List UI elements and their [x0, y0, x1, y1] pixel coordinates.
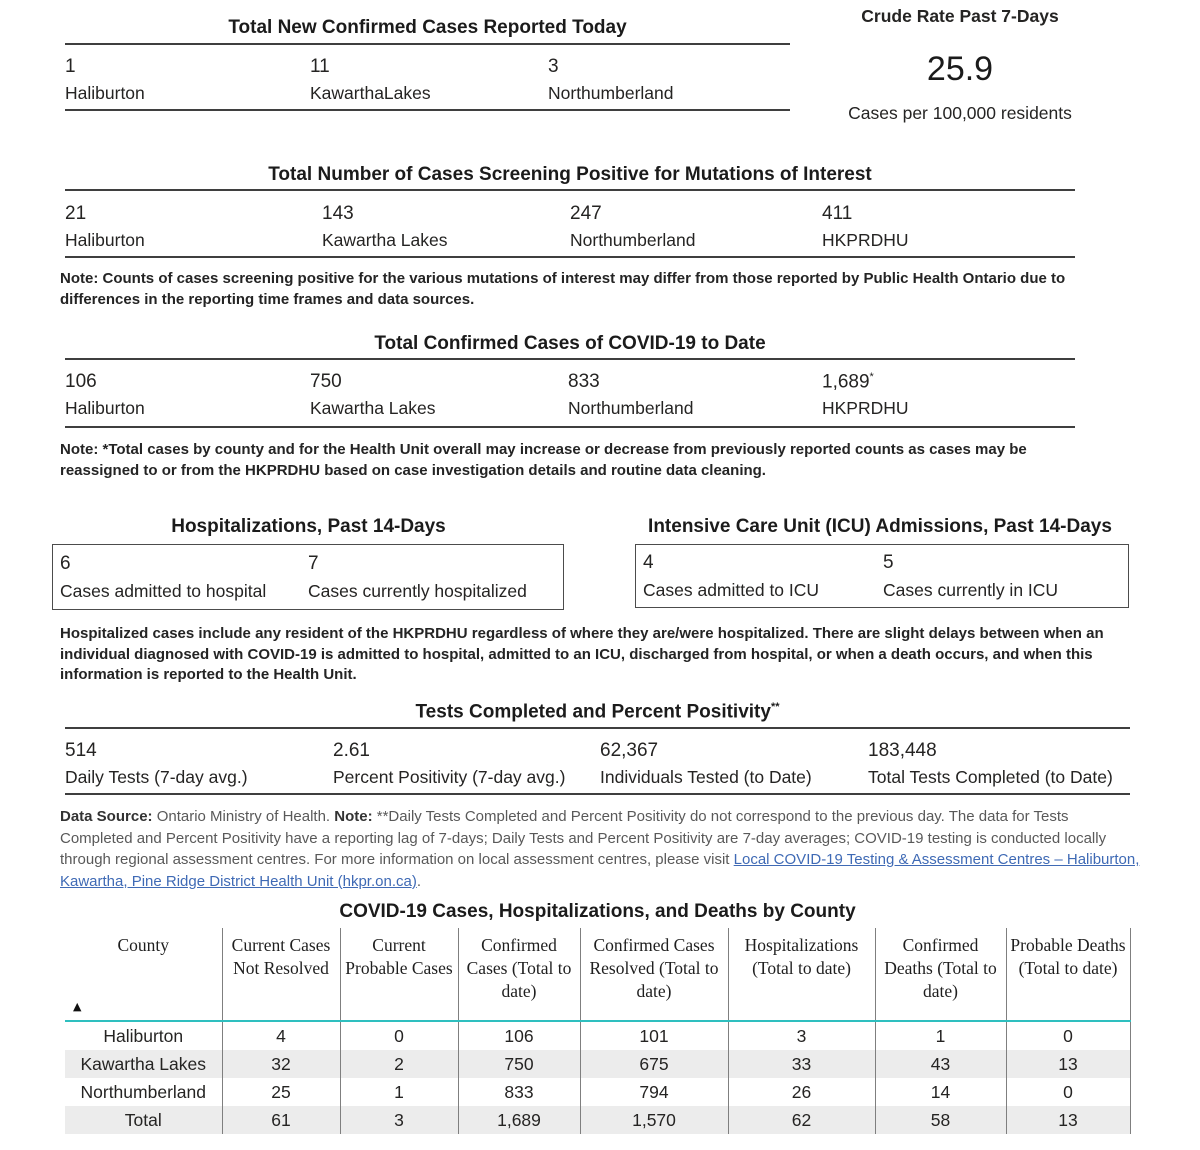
table-header-row: [65, 928, 1130, 1021]
cell-value: 13: [1006, 1106, 1130, 1134]
confirmed-value-haliburton: 106: [65, 371, 97, 392]
divider: [65, 109, 790, 111]
cell-value: 794: [580, 1078, 728, 1106]
column-header-confirmed-cases-total[interactable]: Confirmed Cases (Total to date): [458, 928, 580, 1021]
confirmed-value-hkprdhu: [822, 371, 874, 393]
data-source-label: Data Source:: [60, 808, 153, 825]
confirmed-label-kawartha: Kawartha Lakes: [310, 398, 436, 418]
cell-value: 2: [340, 1050, 458, 1078]
data-source-paragraph: [60, 806, 1145, 892]
mutations-label-northumberland: Northumberland: [570, 230, 696, 250]
cell-value: 1,689: [458, 1106, 580, 1134]
cell-value: 33: [728, 1050, 875, 1078]
cell-value: 101: [580, 1021, 728, 1050]
total-tests-label: Total Tests Completed (to Date): [868, 767, 1113, 787]
hosp-admitted-value: 6: [60, 553, 71, 574]
divider: [65, 426, 1075, 428]
sort-ascending-icon[interactable]: ▲: [73, 1000, 82, 1013]
icu-current-value: 5: [883, 552, 894, 573]
mutations-value-hkprdhu: 411: [822, 203, 853, 224]
table-row-total: [65, 1106, 1130, 1134]
new-cases-label-northumberland: Northumberland: [548, 83, 674, 103]
total-confirmed-note: Note: *Total cases by county and for the Health Unit overall may increase or decrease from previously reported counts as cases may be reassigned to or from the HKPRDHU based on case investigation details and routine data cleaning.: [60, 441, 1027, 479]
note-label: Note:: [334, 808, 373, 825]
cell-value: 13: [1006, 1050, 1130, 1078]
cell-value: 0: [1006, 1021, 1130, 1050]
divider: [65, 189, 1075, 191]
column-header-county[interactable]: [65, 928, 222, 1021]
hosp-current-value: 7: [308, 553, 319, 574]
column-header-current-probable-cases[interactable]: Current Probable Cases: [340, 928, 458, 1021]
cell-value: 0: [340, 1021, 458, 1050]
cell-value: 106: [458, 1021, 580, 1050]
mutations-title: Total Number of Cases Screening Positive for Mutations of Interest: [268, 164, 872, 185]
icu-admitted-label: Cases admitted to ICU: [643, 580, 820, 600]
divider: [65, 727, 1130, 729]
column-header-county-label: County: [117, 935, 170, 955]
divider: [65, 358, 1075, 360]
cell-value: 62: [728, 1106, 875, 1134]
hospitalizations-title: Hospitalizations, Past 14-Days: [171, 516, 446, 537]
column-header-hospitalizations-total[interactable]: Hospitalizations (Total to date): [728, 928, 875, 1021]
table-row-haliburton: [65, 1021, 1130, 1050]
data-source-text-1: Ontario Ministry of Health.: [152, 808, 335, 825]
percent-positivity-value: 2.61: [333, 740, 370, 761]
table-row-kawartha-lakes: [65, 1050, 1130, 1078]
cell-value: 675: [580, 1050, 728, 1078]
new-cases-value-northumberland: 3: [548, 56, 559, 77]
cell-county: Haliburton: [103, 1025, 184, 1046]
hospitalization-note: Hospitalized cases include any resident of the HKPRDHU regardless of where they are/were hospitalized. There are slight delays between when an individual diagnosed with COVID-19 is admitted to hospital, admitted to an ICU, discharged from hospital, or when a death occurs, and when this information is reported to the Health Unit.: [60, 625, 1104, 683]
individuals-tested-label: Individuals Tested (to Date): [600, 767, 812, 787]
new-cases-title: Total New Confirmed Cases Reported Today: [228, 17, 627, 38]
cell-value: 750: [458, 1050, 580, 1078]
icu-current-label: Cases currently in ICU: [883, 580, 1059, 600]
divider: [65, 43, 790, 45]
cell-value: 61: [222, 1106, 340, 1134]
divider: [65, 256, 1075, 258]
cell-value: 3: [728, 1021, 875, 1050]
cell-value: 25: [222, 1078, 340, 1106]
confirmed-value-kawartha: 750: [310, 371, 342, 392]
icu-admitted-value: 4: [643, 552, 654, 573]
confirmed-label-northumberland: Northumberland: [568, 398, 694, 418]
individuals-tested-value: 62,367: [600, 740, 659, 761]
tests-title: [65, 701, 1130, 723]
mutations-label-haliburton: Haliburton: [65, 230, 145, 250]
new-cases-label-kawartha: KawarthaLakes: [310, 83, 431, 103]
cell-value: 0: [1006, 1078, 1130, 1106]
column-header-current-cases-not-resolved[interactable]: Current Cases Not Resolved: [222, 928, 340, 1021]
divider: [65, 793, 1130, 795]
mutations-label-hkprdhu: HKPRDHU: [822, 230, 909, 250]
confirmed-label-hkprdhu: HKPRDHU: [822, 398, 909, 418]
cell-value: 833: [458, 1078, 580, 1106]
cell-value: 3: [340, 1106, 458, 1134]
total-tests-value: 183,448: [868, 740, 937, 761]
cell-value: 14: [875, 1078, 1006, 1106]
hosp-current-label: Cases currently hospitalized: [308, 581, 527, 601]
confirmed-value-northumberland: 833: [568, 371, 600, 392]
county-table-title: COVID-19 Cases, Hospitalizations, and Deaths by County: [339, 901, 856, 922]
icu-title: Intensive Care Unit (ICU) Admissions, Past 14-Days: [648, 516, 1112, 537]
cell-county: Total: [124, 1109, 162, 1130]
double-asterisk-superscript: **: [770, 701, 780, 713]
mutations-value-kawartha: 143: [322, 203, 354, 224]
data-source-text-3: .: [416, 872, 421, 890]
cell-value: 1: [340, 1078, 458, 1106]
column-header-confirmed-deaths[interactable]: Confirmed Deaths (Total to date): [875, 928, 1006, 1021]
confirmed-label-haliburton: Haliburton: [65, 398, 145, 418]
new-cases-value-kawartha: 11: [310, 56, 330, 77]
daily-tests-value: 514: [65, 740, 97, 761]
cell-value: 4: [222, 1021, 340, 1050]
daily-tests-label: Daily Tests (7-day avg.): [65, 767, 248, 787]
tests-title-text: Tests Completed and Percent Positivity: [415, 701, 771, 723]
cell-value: 32: [222, 1050, 340, 1078]
crude-rate-title: Crude Rate Past 7-Days: [861, 6, 1059, 26]
percent-positivity-label: Percent Positivity (7-day avg.): [333, 767, 566, 787]
county-table: [65, 928, 1131, 1134]
table-row-northumberland: [65, 1078, 1130, 1106]
data-source-text-2: **Daily Tests Completed and Percent Positivity do not correspond to the previous day. The data for Tests Completed and Percent Positivity have a reporting lag of 7-days; Daily Tests and Percent Positivity are 7-day averages; COVID-19 testing is conducted locally through regional assessment centres. For more information on local assessment centres, please visit: [60, 808, 1107, 868]
cell-county: Kawartha Lakes: [80, 1053, 206, 1074]
crude-rate-value: 25.9: [926, 50, 994, 88]
column-header-confirmed-cases-resolved[interactable]: Confirmed Cases Resolved (Total to date): [580, 928, 728, 1021]
assessment-centres-link[interactable]: Local COVID-19 Testing & Assessment Centres – Haliburton, Kawartha, Pine Ridge District Health Unit (hkpr.on.ca): [60, 851, 1140, 890]
cell-value: 1: [875, 1021, 1006, 1050]
confirmed-value-hkprdhu-number: 1,689: [822, 371, 870, 393]
hosp-admitted-label: Cases admitted to hospital: [60, 581, 267, 601]
crude-rate-label: Cases per 100,000 residents: [848, 103, 1072, 123]
column-header-probable-deaths[interactable]: Probable Deaths (Total to date): [1006, 928, 1130, 1021]
cell-value: 43: [875, 1050, 1006, 1078]
asterisk-superscript: *: [869, 371, 874, 383]
cell-value: 1,570: [580, 1106, 728, 1134]
new-cases-value-haliburton: 1: [65, 56, 76, 77]
mutations-value-haliburton: 21: [65, 203, 87, 224]
cell-county: Northumberland: [80, 1081, 206, 1102]
new-cases-label-haliburton: Haliburton: [65, 83, 145, 103]
mutations-value-northumberland: 247: [570, 203, 602, 224]
mutations-note: Note: Counts of cases screening positive for the various mutations of interest may differ from those reported by Public Health Ontario due to differences in the reporting time frames and data sources.: [60, 270, 1066, 308]
total-confirmed-title: Total Confirmed Cases of COVID-19 to Date: [374, 333, 766, 354]
mutations-label-kawartha: Kawartha Lakes: [322, 230, 448, 250]
cell-value: 26: [728, 1078, 875, 1106]
cell-value: 58: [875, 1106, 1006, 1134]
